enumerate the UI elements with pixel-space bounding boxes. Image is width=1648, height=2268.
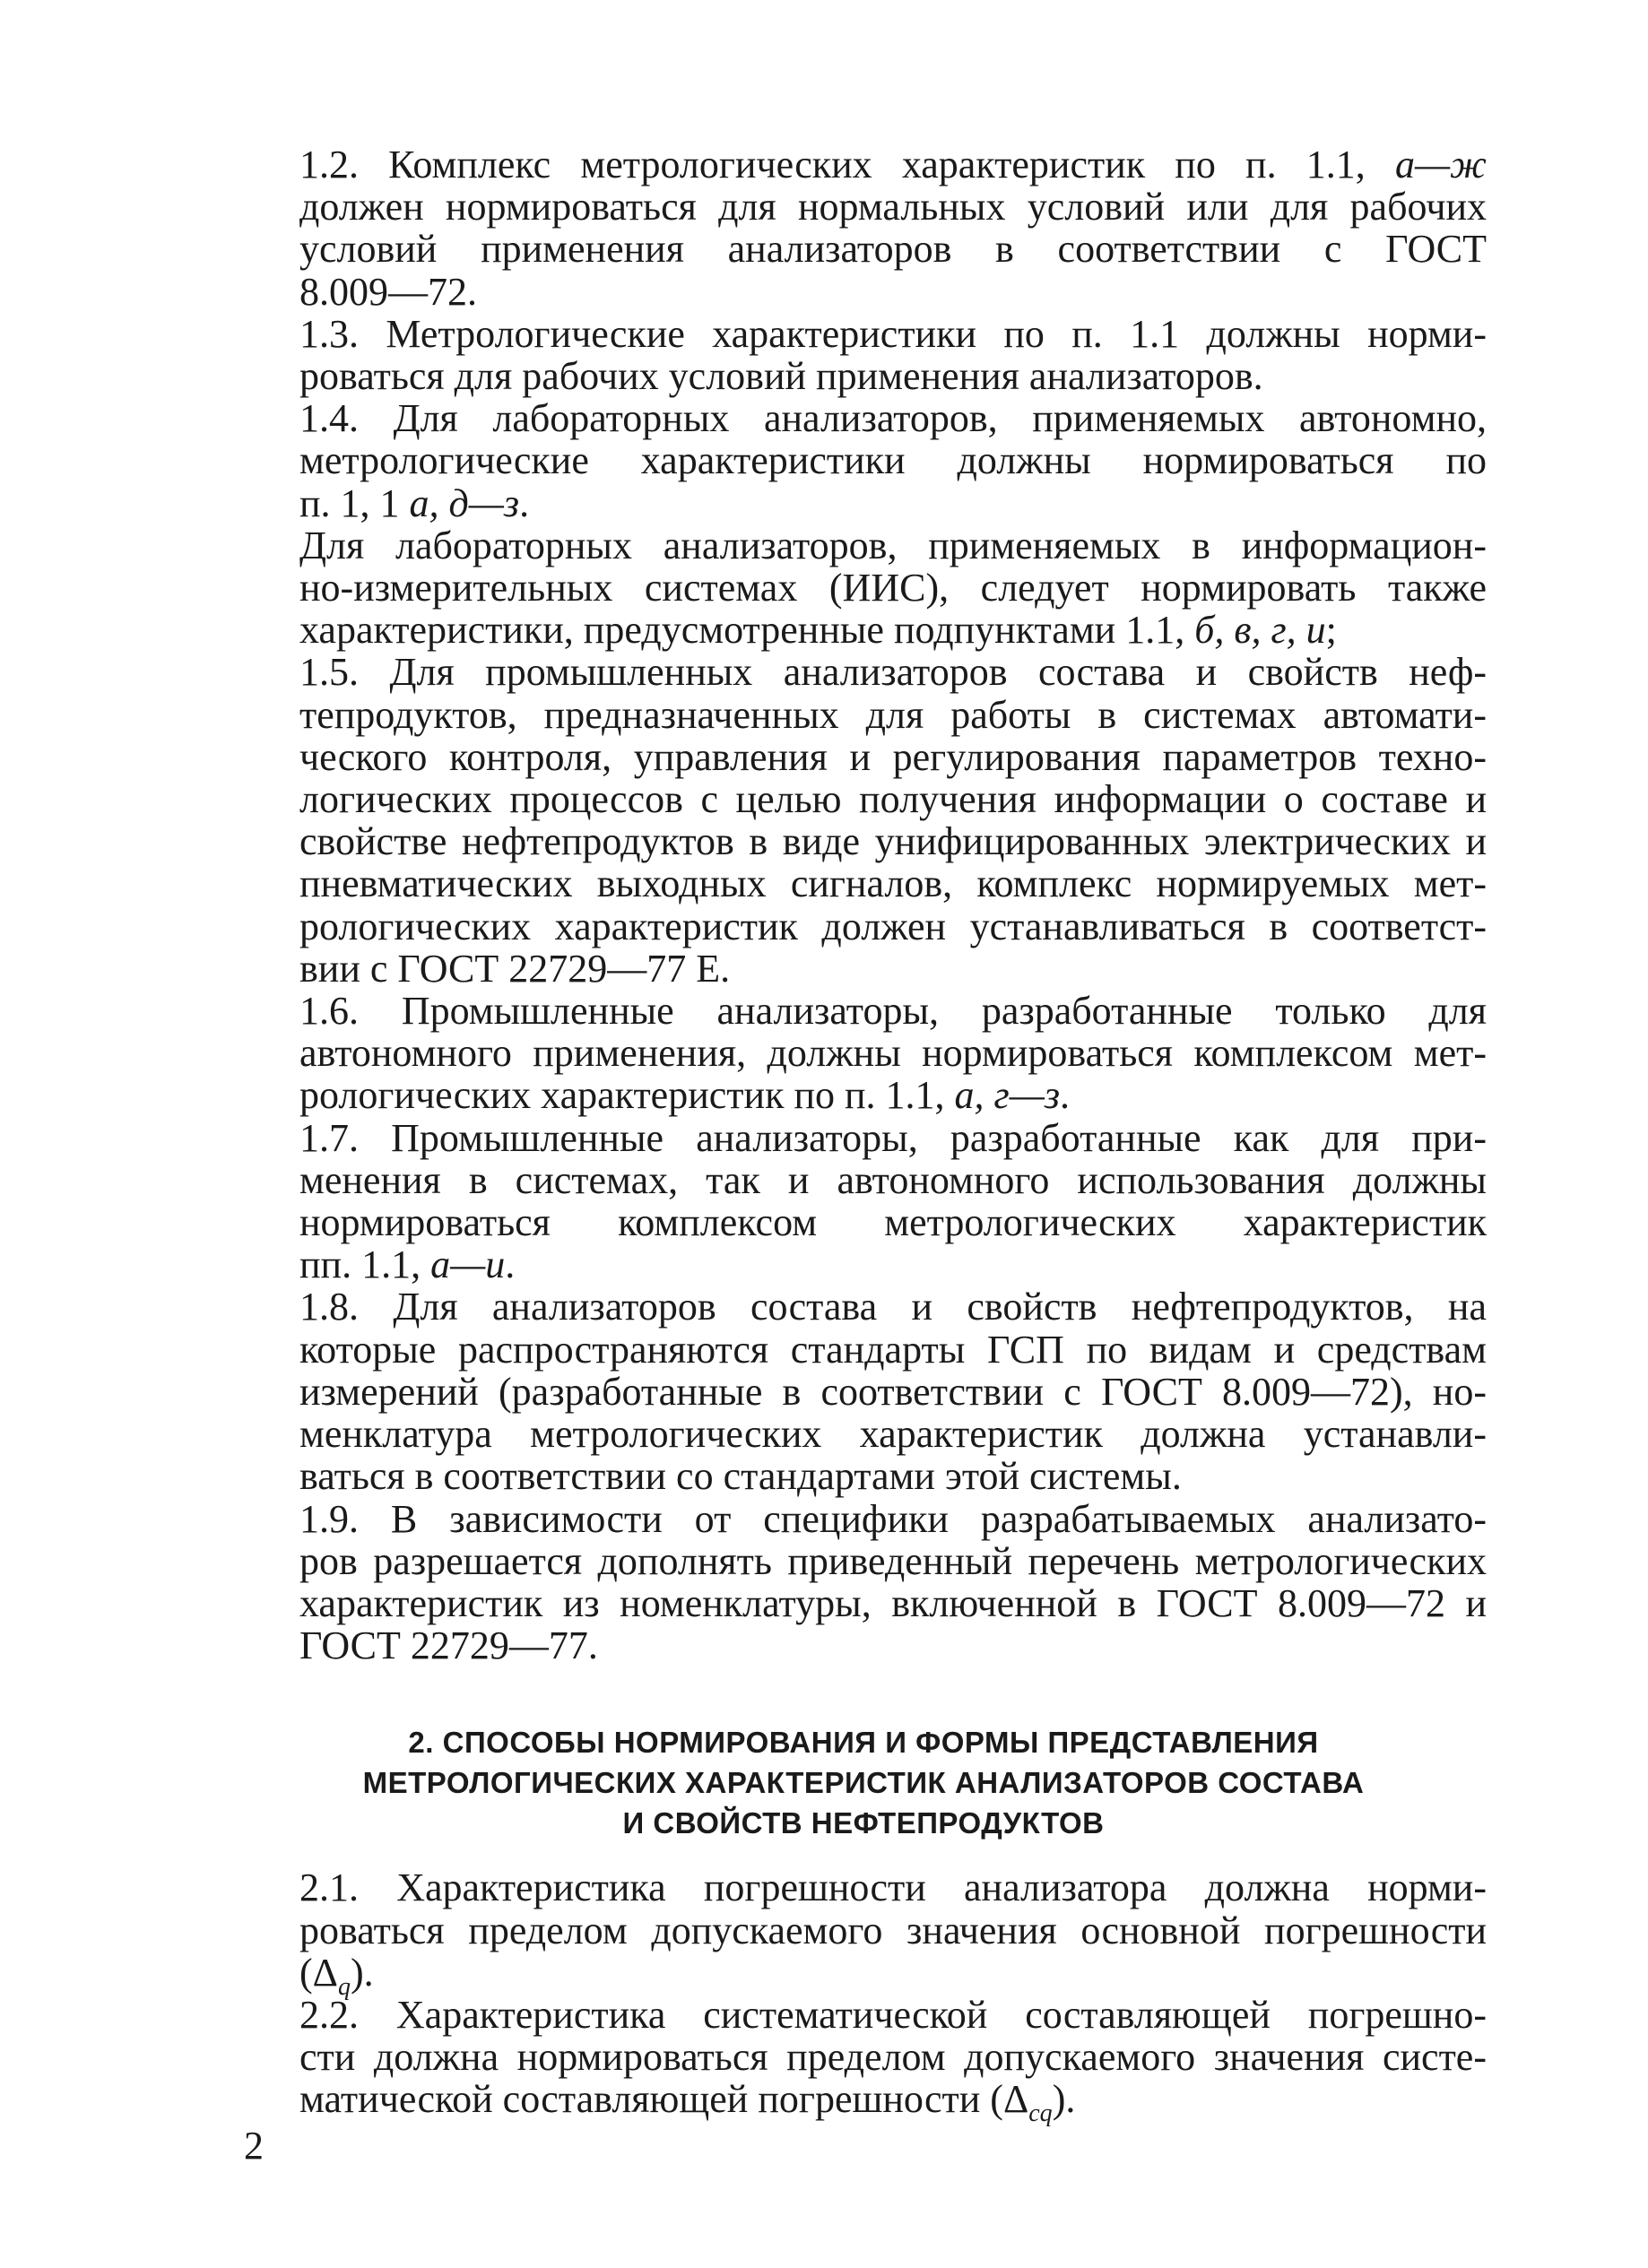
text-line: менклатура метрологических характеристик должна устанавли- xyxy=(299,1412,1487,1457)
text-line: 1.6. Промышленные анализаторы, разработанные только для xyxy=(299,989,1487,1034)
text-line: 1.2. Комплекс метрологических характеристик по п. 1.1, а—ж xyxy=(299,143,1487,186)
text-line: 1.3. Метрологические характеристики по п. 1.1 должны норми- xyxy=(299,311,1487,356)
text-line: ваться в соответствии со стандартами этой системы. xyxy=(299,1454,1182,1499)
document-page xyxy=(240,143,1487,2128)
text-line: 1.8. Для анализаторов состава и свойств нефтепродуктов, на xyxy=(299,1285,1487,1329)
text-line: 1.9. В зависимости от специфики разрабатываемых анализато- xyxy=(299,1496,1487,1541)
text-line: нормироваться комплексом метрологических характеристик xyxy=(299,1200,1487,1245)
text-line: но-измерительных системах (ИИС), следует нормировать также xyxy=(299,566,1487,610)
text-line: 1.5. Для промышленных анализаторов состава и свойств неф- xyxy=(299,650,1487,695)
text-line: менения в системах, так и автономного использования должны xyxy=(299,1157,1487,1202)
paragraph-1-4-iis xyxy=(240,524,1487,652)
text-line: которые распространяются стандарты ГСП по видам и средствам xyxy=(299,1327,1487,1372)
heading-line: 2. СПОСОБЫ НОРМИРОВАНИЯ И ФОРМЫ ПРЕДСТАВЛЕНИЯ xyxy=(408,1726,1319,1760)
text-line: ГОСТ 22729—77. xyxy=(299,1623,598,1668)
text-line: 8.009—72. xyxy=(299,269,477,314)
text-line: вии с ГОСТ 22729—77 Е. xyxy=(299,946,731,991)
text-line: свойстве нефтепродуктов в виде унифицированных электрических и xyxy=(299,819,1487,864)
text-line: пп. 1.1, а—и. xyxy=(299,1242,516,1287)
text-line: автономного применения, должны нормироваться комплексом мет- xyxy=(299,1031,1487,1076)
text-line: характеристики, предусмотренные подпунктами 1.1, б, в, г, и; xyxy=(299,608,1337,653)
paragraph-1-3 xyxy=(240,313,1487,397)
paragraph-2-2 xyxy=(240,1992,1487,2128)
paragraph-1-6 xyxy=(240,990,1487,1117)
heading-line: И СВОЙСТВ НЕФТЕПРОДУКТОВ xyxy=(622,1806,1105,1840)
text-line: матической составляющей погрешности $(\Delta_{cq})$. xyxy=(299,2077,1076,2128)
text-line: рологических характеристик по п. 1.1, а, г—з. xyxy=(299,1073,1071,1118)
text-line: роваться для рабочих условий применения анализаторов. xyxy=(299,354,1263,399)
paragraph-1-8 xyxy=(240,1285,1487,1497)
text-line: $(\Delta_q)$. xyxy=(299,1950,374,2001)
text-line: 1.4. Для лабораторных анализаторов, применяемых автономно, xyxy=(299,396,1487,441)
text-line: 2.2. Характеристика систематической составляющей погрешно- xyxy=(299,1992,1487,2037)
text-line: условий применения анализаторов в соответствии с ГОСТ xyxy=(299,227,1487,272)
text-line: ров разрешается дополнять приведенный перечень метрологических xyxy=(299,1538,1487,1583)
paragraph-1-7 xyxy=(240,1117,1487,1286)
text-line: ческого контроля, управления и регулирования параметров техно- xyxy=(299,734,1487,779)
section-2-heading xyxy=(240,1722,1487,1843)
paragraph-2-1 xyxy=(240,1865,1487,2001)
text-line: измерений (разработанные в соответствии с ГОСТ 8.009—72), но- xyxy=(299,1369,1487,1414)
text-line: сти должна нормироваться пределом допускаемого значения систе- xyxy=(299,2035,1487,2080)
text-line: Для лабораторных анализаторов, применяемых в информацион- xyxy=(299,523,1487,567)
text-line: характеристик из номенклатуры, включенной в ГОСТ 8.009—72 и xyxy=(299,1580,1487,1625)
heading-line: МЕТРОЛОГИЧЕСКИХ ХАРАКТЕРИСТИК АНАЛИЗАТОРОВ СОСТАВА xyxy=(362,1766,1365,1800)
text-line: должен нормироваться для нормальных условий или для рабочих xyxy=(299,185,1487,229)
text-line: рологических характеристик должен устанавливаться в соответст- xyxy=(299,904,1487,948)
text-line: пневматических выходных сигналов, комплекс нормируемых мет- xyxy=(299,861,1487,906)
paragraph-1-2 xyxy=(240,143,1487,313)
text-line: п. 1, 1 а, д—з. xyxy=(299,480,530,525)
paragraph-1-5 xyxy=(240,651,1487,990)
paragraph-1-4 xyxy=(240,397,1487,524)
text-line: 2.1. Характеристика погрешности анализатора должна норми- xyxy=(299,1865,1487,1910)
text-line: логических процессов с целью получения информации о составе и xyxy=(299,777,1487,822)
text-line: метрологические характеристики должны нормироваться по xyxy=(299,438,1487,483)
text-line: роваться пределом допускаемого значения основной погрешности xyxy=(299,1908,1487,1952)
page-number: 2 xyxy=(244,2124,264,2168)
text-line: 1.7. Промышленные анализаторы, разработанные как для при- xyxy=(299,1115,1487,1160)
paragraph-1-9 xyxy=(240,1498,1487,1667)
text-line: тепродуктов, предназначенных для работы в системах автомати- xyxy=(299,692,1487,737)
